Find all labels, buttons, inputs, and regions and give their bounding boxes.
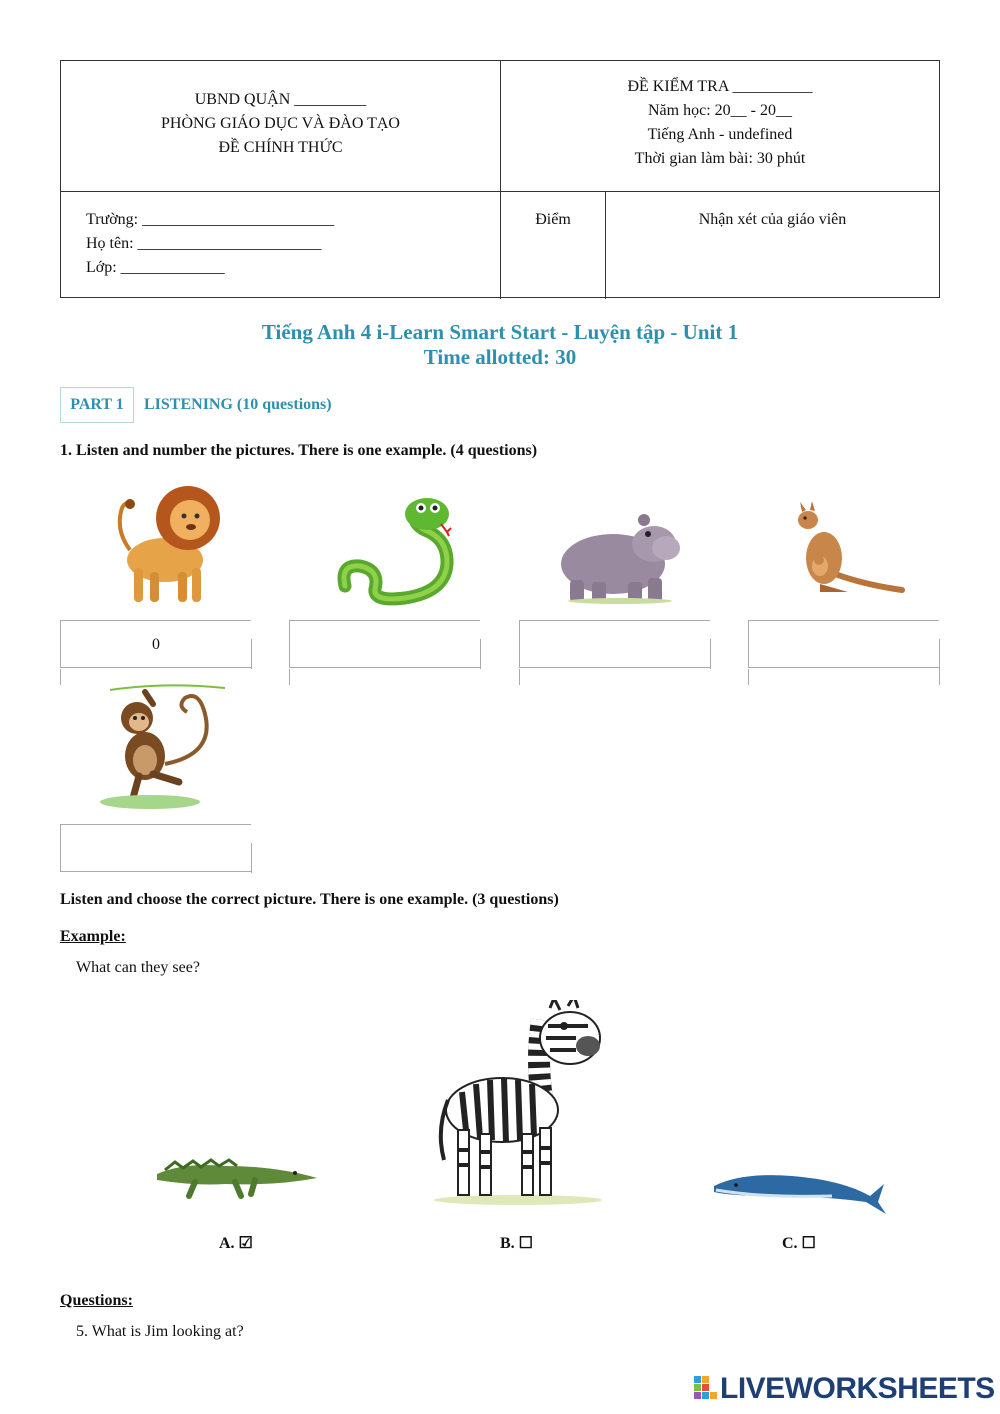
exam-title-line: ĐỀ KIỂM TRA __________	[627, 78, 813, 95]
duration-line: Thời gian làm bài: 30 phút	[634, 150, 806, 167]
brand-name: LIVEWORKSHEETS	[720, 1372, 995, 1405]
liveworksheets-logo	[694, 1374, 995, 1404]
snake-icon	[335, 494, 460, 606]
hippo-icon	[558, 510, 683, 604]
answer-box-kangaroo[interactable]	[748, 620, 939, 668]
kangaroo-icon	[790, 502, 905, 596]
header-table	[60, 60, 940, 298]
school-field[interactable]: Trường: ________________________	[86, 211, 335, 228]
answer-box-snake[interactable]	[289, 620, 480, 668]
choice-b[interactable]: B. ☐	[500, 1235, 534, 1252]
name-field[interactable]: Họ tên: _______________________	[86, 235, 322, 252]
whale-icon	[712, 1166, 887, 1216]
choice-c[interactable]: C. ☐	[782, 1235, 816, 1252]
zebra-icon	[432, 1000, 604, 1215]
choice-a[interactable]: A. ☑	[219, 1235, 253, 1252]
questions-label: Questions:	[60, 1292, 133, 1309]
answer-box-hippo[interactable]	[519, 620, 710, 668]
part-number: PART 1	[60, 387, 134, 423]
divider	[61, 191, 939, 192]
header-left	[61, 88, 500, 160]
question-5: 5. What is Jim looking at?	[76, 1323, 244, 1340]
answer-box-lion[interactable]	[60, 620, 251, 668]
official-line: ĐỀ CHÍNH THỨC	[218, 139, 343, 156]
monkey-icon	[95, 684, 230, 812]
subject-line: Tiếng Anh - undefined	[647, 126, 793, 143]
page-subtitle: Time allotted: 30	[423, 345, 577, 369]
department-line: PHÒNG GIÁO DỤC VÀ ĐÀO TẠO	[161, 115, 400, 132]
lion-icon	[110, 480, 220, 606]
example-question: What can they see?	[76, 959, 200, 976]
student-info	[86, 208, 334, 280]
comment-label: Nhận xét của giáo viên	[698, 211, 847, 228]
district-line: UBND QUẬN _________	[194, 91, 367, 108]
page-title: Tiếng Anh 4 i-Learn Smart Start - Luyện tập - Unit 1	[261, 320, 739, 344]
logo-grid-icon	[694, 1376, 718, 1402]
answer-value: 0	[152, 636, 160, 653]
score-label: Điểm	[535, 211, 571, 228]
part-label: LISTENING (10 questions)	[144, 396, 332, 413]
school-year-line: Năm học: 20__ - 20__	[648, 102, 792, 119]
header-right	[501, 75, 939, 171]
answer-box-monkey[interactable]	[60, 824, 251, 872]
class-field[interactable]: Lớp: _____________	[86, 259, 225, 276]
crocodile-icon	[155, 1152, 320, 1200]
example-label: Example:	[60, 928, 126, 945]
exercise2-instruction: Listen and choose the correct picture. There is one example. (3 questions)	[60, 891, 559, 908]
exercise1-instruction: 1. Listen and number the pictures. There is one example. (4 questions)	[60, 442, 538, 459]
